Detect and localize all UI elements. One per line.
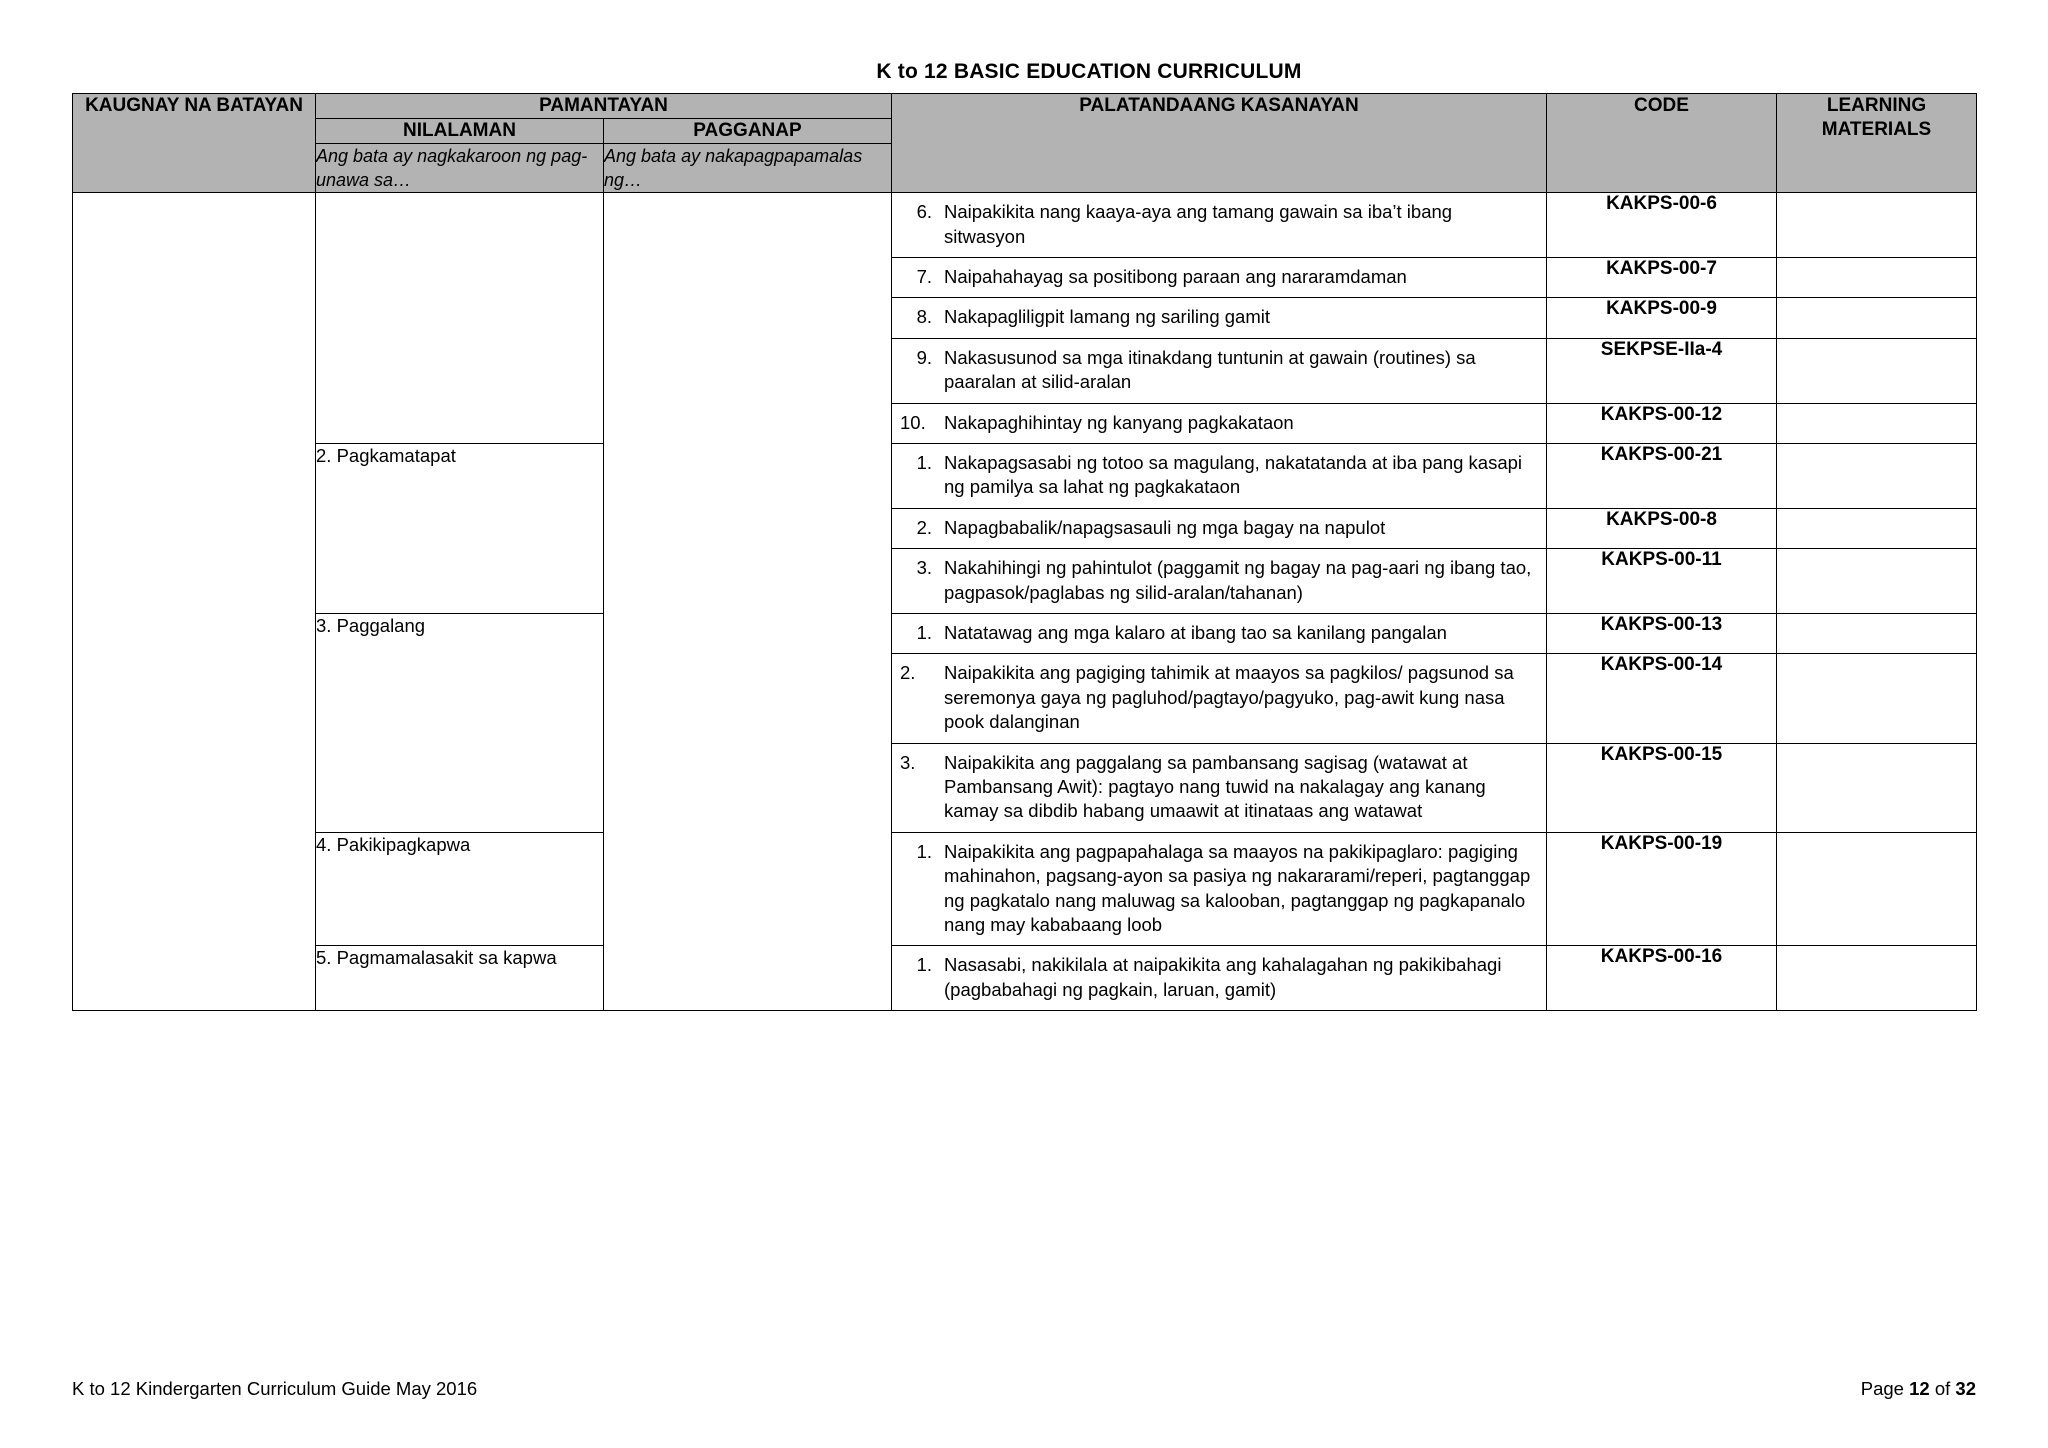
table-header-row-1 bbox=[73, 94, 1977, 119]
skill-text: Naipahahayag sa positibong paraan ang nararamdaman bbox=[944, 265, 1407, 287]
footer-document-label: K to 12 Kindergarten Curriculum Guide May 2016 bbox=[72, 1378, 478, 1399]
cell-code: KAKPS-00-14 bbox=[1547, 654, 1777, 743]
skill-number: 1. bbox=[916, 451, 932, 473]
cell-code: SEKPSE-IIa-4 bbox=[1547, 338, 1777, 403]
cell-skill bbox=[892, 743, 1547, 832]
cell-learning-materials bbox=[1777, 443, 1977, 508]
page-title: K to 12 BASIC EDUCATION CURRICULUM bbox=[876, 60, 1302, 83]
table-row bbox=[73, 832, 1977, 946]
cell-skill bbox=[892, 257, 1547, 297]
cell-learning-materials bbox=[1777, 613, 1977, 653]
footer-current-page: 12 bbox=[1909, 1378, 1930, 1399]
cell-code: KAKPS-00-12 bbox=[1547, 403, 1777, 443]
skill-text: Naipakikita ang pagiging tahimik at maayos sa pagkilos/ pagsunod sa seremonya gaya ng pagluhod/pagtayo/pagyuko, pag-awit kung nasa pook dalanginan bbox=[944, 662, 1514, 733]
footer-page-number bbox=[1861, 1378, 1976, 1400]
cell-skill bbox=[892, 832, 1547, 946]
skill-text: Napagbabalik/napagsasauli ng mga bagay na napulot bbox=[944, 516, 1386, 538]
skill-number: 8. bbox=[916, 306, 932, 328]
cell-skill bbox=[892, 403, 1547, 443]
cell-skill bbox=[892, 613, 1547, 653]
skill-text: Nakapagsasabi ng totoo sa magulang, nakatatanda at iba pang kasapi ng pamilya sa lahat ng pagkakataon bbox=[944, 451, 1523, 498]
cell-nilalaman-domain: 5. Pagmamalasakit sa kapwa bbox=[316, 946, 604, 1011]
header-kaugnay-na-batayan: KAUGNAY NA BATAYAN bbox=[73, 94, 316, 193]
skill-text: Nasasabi, nakikilala at naipakikita ang kahalagahan ng pakikibahagi (pagbabahagi ng pagkain, laruan, gamit) bbox=[944, 954, 1502, 1000]
skill-number: 1. bbox=[916, 621, 932, 643]
skill-text: Naipakikita ang pagpapahalaga sa maayos na pakikipaglaro: pagiging mahinahon, pagsang-ayon sa pasiya ng nakararami/reperi, pagtanggap ng pagkatalo nang maluwag sa kalooban, pagtanggap ng pagkapanalo nang may kababaang loob bbox=[944, 840, 1531, 936]
skill-text: Nakapaghihintay ng kanyang pagkakataon bbox=[944, 411, 1294, 433]
cell-skill bbox=[892, 946, 1547, 1011]
footer-total-pages: 32 bbox=[1955, 1378, 1976, 1399]
cell-learning-materials bbox=[1777, 508, 1977, 548]
skill-number: 7. bbox=[916, 265, 932, 287]
curriculum-table bbox=[72, 93, 1977, 1011]
cell-code: KAKPS-00-16 bbox=[1547, 946, 1777, 1011]
cell-nilalaman-domain: 2. Pagkamatapat bbox=[316, 443, 604, 613]
skill-number: 1. bbox=[916, 954, 932, 976]
cell-code: KAKPS-00-7 bbox=[1547, 257, 1777, 297]
cell-learning-materials bbox=[1777, 403, 1977, 443]
cell-code: KAKPS-00-9 bbox=[1547, 298, 1777, 338]
header-pagganap: PAGGANAP bbox=[604, 118, 892, 143]
cell-code: KAKPS-00-8 bbox=[1547, 508, 1777, 548]
skill-number: 3. bbox=[900, 751, 916, 773]
table-body bbox=[73, 193, 1977, 1011]
cell-learning-materials bbox=[1777, 257, 1977, 297]
skill-number: 1. bbox=[916, 840, 932, 862]
header-nilalaman: NILALAMAN bbox=[316, 118, 604, 143]
skill-text: Nakasusunod sa mga itinakdang tuntunin at gawain (routines) sa paaralan at silid-aralan bbox=[944, 346, 1476, 393]
skill-text: Nakahihingi ng pahintulot (paggamit ng bagay na pag-aari ng ibang tao, pagpasok/paglabas ng silid-aralan/tahanan) bbox=[944, 557, 1532, 603]
header-code: CODE bbox=[1547, 94, 1777, 193]
cell-pagganap bbox=[604, 193, 892, 1011]
table-row bbox=[73, 443, 1977, 508]
cell-nilalaman-domain: 4. Pakikipagkapwa bbox=[316, 832, 604, 946]
cell-learning-materials bbox=[1777, 743, 1977, 832]
skill-text: Nakapagliligpit lamang ng sariling gamit bbox=[944, 306, 1270, 328]
skill-number: 10. bbox=[900, 411, 926, 433]
skill-number: 6. bbox=[916, 201, 932, 223]
cell-nilalaman-domain bbox=[316, 193, 604, 444]
table-row bbox=[73, 946, 1977, 1011]
table-row bbox=[73, 613, 1977, 653]
table-row bbox=[73, 193, 1977, 258]
header-learning-materials: LEARNING MATERIALS bbox=[1777, 94, 1977, 193]
cell-skill bbox=[892, 298, 1547, 338]
header-nilalaman-note: Ang bata ay nagkakaroon ng pag-unawa sa… bbox=[316, 143, 604, 193]
footer-page-prefix: Page bbox=[1860, 1378, 1910, 1399]
skill-number: 3. bbox=[916, 557, 932, 579]
cell-learning-materials bbox=[1777, 832, 1977, 946]
cell-skill bbox=[892, 549, 1547, 614]
skill-number: 2. bbox=[900, 662, 916, 684]
cell-learning-materials bbox=[1777, 654, 1977, 743]
skill-text: Naipakikita nang kaaya-aya ang tamang gawain sa iba’t ibang sitwasyon bbox=[944, 201, 1453, 247]
skill-number: 2. bbox=[916, 516, 932, 538]
skill-text: Naipakikita ang paggalang sa pambansang sagisag (watawat at Pambansang Awit): pagtayo nang tuwid na nakalagay ang kanang kamay sa dibdib habang umaawit at itinataas ang watawat bbox=[944, 751, 1486, 822]
cell-code: KAKPS-00-13 bbox=[1547, 613, 1777, 653]
cell-skill bbox=[892, 193, 1547, 258]
cell-kaugnay-na-batayan bbox=[73, 193, 316, 1011]
header-palatandaang-kasanayan: PALATANDAANG KASANAYAN bbox=[892, 94, 1547, 193]
cell-skill bbox=[892, 654, 1547, 743]
cell-learning-materials bbox=[1777, 946, 1977, 1011]
cell-learning-materials bbox=[1777, 298, 1977, 338]
header-pagganap-note: Ang bata ay nakapagpapamalas ng… bbox=[604, 143, 892, 193]
skill-number: 9. bbox=[916, 346, 932, 368]
cell-code: KAKPS-00-21 bbox=[1547, 443, 1777, 508]
cell-skill bbox=[892, 338, 1547, 403]
cell-code: KAKPS-00-15 bbox=[1547, 743, 1777, 832]
cell-learning-materials bbox=[1777, 549, 1977, 614]
cell-skill bbox=[892, 508, 1547, 548]
cell-learning-materials bbox=[1777, 193, 1977, 258]
cell-code: KAKPS-00-19 bbox=[1547, 832, 1777, 946]
cell-learning-materials bbox=[1777, 338, 1977, 403]
page-footer bbox=[72, 1378, 1976, 1400]
footer-of: of bbox=[1929, 1378, 1956, 1399]
cell-code: KAKPS-00-6 bbox=[1547, 193, 1777, 258]
cell-code: KAKPS-00-11 bbox=[1547, 549, 1777, 614]
cell-nilalaman-domain: 3. Paggalang bbox=[316, 613, 604, 832]
cell-skill bbox=[892, 443, 1547, 508]
header-pamantayan: PAMANTAYAN bbox=[316, 94, 892, 119]
skill-text: Natatawag ang mga kalaro at ibang tao sa kanilang pangalan bbox=[944, 621, 1447, 643]
